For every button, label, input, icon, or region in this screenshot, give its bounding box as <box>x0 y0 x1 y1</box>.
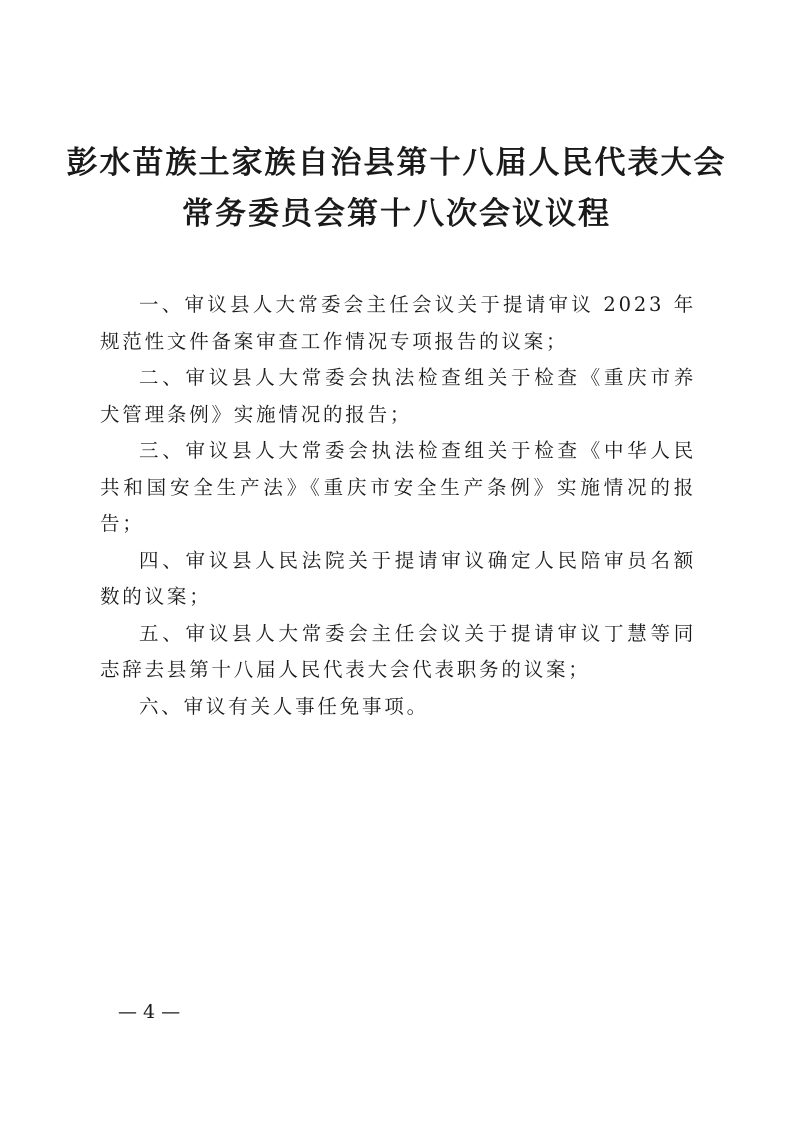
agenda-item-2: 二、审议县人大常委会执法检查组关于检查《重庆市养犬管理条例》实施情况的报告； <box>100 366 696 426</box>
document-title-line-1: 彭水苗族土家族自治县第十八届人民代表大会 <box>66 145 727 181</box>
agenda-item-6: 六、审议有关人事任免事项。 <box>139 694 429 718</box>
page-number: — 4 — <box>118 1001 181 1023</box>
agenda-item-5: 五、审议县人大常委会主任会议关于提请审议丁慧等同志辞去县第十八届人民代表大会代表职务的议案； <box>100 621 696 681</box>
agenda-item-1: 一、审议县人大常委会主任会议关于提请审议 2023 年规范性文件备案审查工作情况专项报告的议案； <box>100 293 696 353</box>
agenda-item-3: 三、审议县人大常委会执法检查组关于检查《中华人民共和国安全生产法》《重庆市安全生产条例》实施情况的报告； <box>100 439 696 535</box>
document-title-line-2: 常务委员会第十八次会议议程 <box>182 196 611 232</box>
agenda-list <box>100 287 696 725</box>
agenda-item-4: 四、审议县人民法院关于提请审议确定人民陪审员名额数的议案； <box>100 548 696 608</box>
